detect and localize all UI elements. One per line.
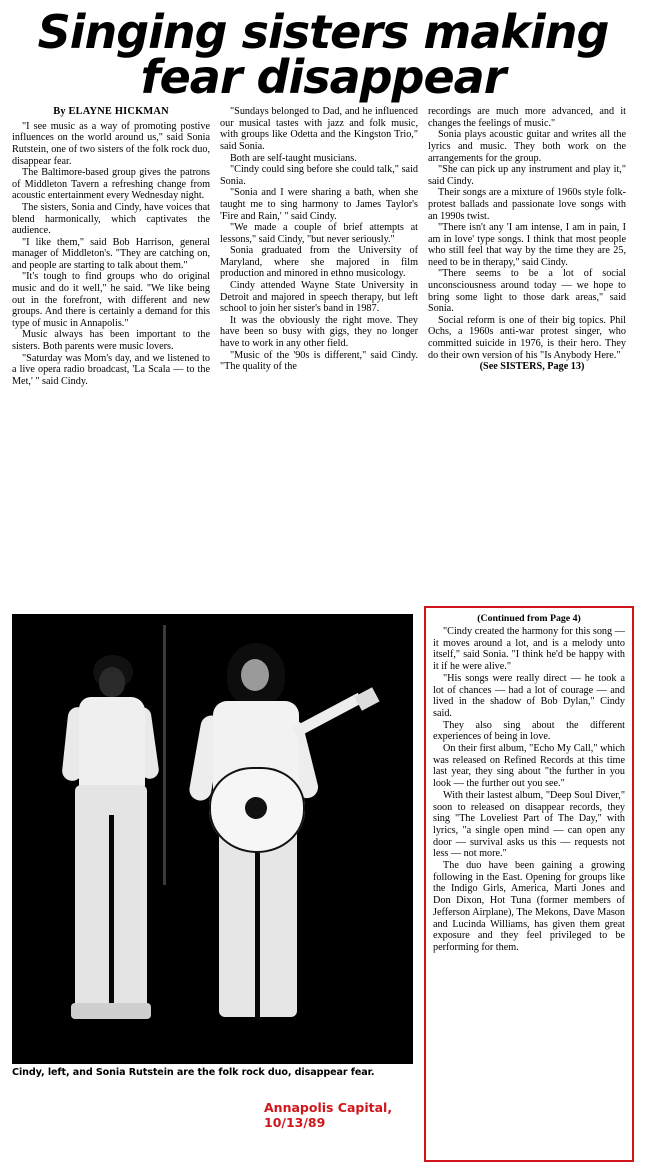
byline: By ELAYNE HICKMAN bbox=[53, 106, 169, 118]
article-column-1 bbox=[12, 106, 210, 387]
paragraph: Their songs are a mixture of 1960s style folk-protest ballads and passionate love songs with an 1990s twist. bbox=[428, 187, 626, 222]
paragraph: "His songs were really direct — he took a lot of chances — had a lot of courage — and lived in the shadow of Bob Dylan," Cindy said. bbox=[433, 672, 625, 719]
paragraph: "Cindy created the harmony for this song — it moves around a lot, and is a melody unto itself," said Sonia. "I think he'd be happy with it if he were alive." bbox=[433, 626, 625, 673]
paragraph: "I see music as a way of promoting postive influences on the world around us," said Sonia Rutstein, one of two sisters of the folk rock duo, disappear fear. bbox=[12, 120, 210, 167]
paragraph: The Baltimore-based group gives the patrons of Middleton Tavern a refreshing change from acoustic entertainment every Wednesday night. bbox=[12, 167, 210, 202]
continued-body bbox=[433, 626, 625, 954]
paragraph: recordings are much more advanced, and it changes the feelings of music." bbox=[428, 106, 626, 129]
continued-header: (Continued from Page 4) bbox=[477, 613, 581, 624]
paragraph: "Sonia and I were sharing a bath, when she taught me to sing harmony to James Taylor's 'Fire and Rain,' " said Cindy. bbox=[220, 187, 418, 222]
paragraph: Music always has been important to the sisters. Both parents were music lovers. bbox=[12, 329, 210, 353]
continued-article-box bbox=[424, 606, 634, 1162]
performer-left-leg-gap-shape bbox=[109, 815, 114, 1005]
headline-line-2: fear disappear bbox=[140, 50, 506, 105]
paragraph: They also sing about the different experiences of being in love. bbox=[433, 719, 625, 743]
source-publication: Annapolis Capital, bbox=[264, 1100, 393, 1115]
article-column-2 bbox=[220, 106, 418, 387]
guitar-soundhole-shape bbox=[245, 797, 267, 819]
paragraph: The sisters, Sonia and Cindy, have voices that blend harmonically, which captivates the audience. bbox=[12, 201, 210, 237]
performer-right-face-shape bbox=[241, 659, 269, 691]
paragraph: It was the obviously the right move. They have been so busy with gigs, they no longer have to work in any other field. bbox=[220, 314, 418, 350]
newspaper-clipping-page bbox=[0, 5, 646, 1172]
paragraph: "It's tough to find groups who do original music and do it well," he said. "We like being out in the forefront, with different and new groups. And there is certainly a demand for this type of music in Annapolis." bbox=[12, 271, 210, 329]
source-date: 10/13/89 bbox=[264, 1115, 326, 1130]
paragraph: Both are self-taught musicians. bbox=[230, 152, 357, 164]
performer-left-torso-shape bbox=[79, 697, 145, 789]
paragraph: "I like them," said Bob Harrison, general manager of Middleton's. "They are catching on, and people are starting to talk about them." bbox=[12, 236, 210, 271]
paragraph: Sonia graduated from the University of Maryland, where she majored in film production and minored in ethno musicology. bbox=[220, 245, 418, 280]
photo-figure bbox=[12, 614, 411, 1078]
paragraph: "There seems to be a lot of social unconsciousness around today — we hope to bring some light to those dark areas," said Sonia. bbox=[428, 268, 626, 315]
paragraph: The duo have been gaining a growing following in the East. Opening for groups like the Indigo Girls, America, Marti Jones and Don Dixon, Hot Tuna (former members of Jefferson Airplane), The Mekons, Dave Mason and Lucinda Williams, has given them great exposure and they feel privileged to be performing for them. bbox=[433, 860, 625, 953]
photo-caption: Cindy, left, and Sonia Rutstein are the folk rock duo, disappear fear. bbox=[12, 1067, 375, 1078]
photo-image bbox=[12, 614, 413, 1064]
continuation-pointer: (See SISTERS, Page 13) bbox=[479, 361, 585, 373]
paragraph: "Cindy could sing before she could talk," said Sonia. bbox=[220, 164, 418, 187]
performer-right-leg-gap-shape bbox=[255, 847, 260, 1019]
paragraph: With their lastest album, "Deep Soul Diver," soon to released on disappear records, they sing "The Loveliest Part of The Day," with lyrics, "a single open mind — can open any door — survival asks us this — requests not less — not more." bbox=[433, 789, 625, 860]
article-column-3 bbox=[428, 106, 626, 387]
paragraph: Sonia plays acoustic guitar and writes all the lyrics and music. They both work on the arrangements for the group. bbox=[428, 129, 626, 164]
source-attribution bbox=[264, 1100, 414, 1130]
paragraph: "There isn't any 'I am intense, I am in pain, I am in love' type songs. I think that most people who still feel that way by the time they are 25, need to be in therapy," said Cindy. bbox=[428, 222, 626, 268]
paragraph: "Sundays belonged to Dad, and he influenced our musical tastes with jazz and folk music, with groups like Odetta and the Kingston Trio," said Sonia. bbox=[220, 106, 418, 152]
paragraph: "Saturday was Mom's day, and we listened to a live opera radio broadcast, 'La Scala — to the Met,' " said Cindy. bbox=[12, 352, 210, 387]
headline-line-1: Singing sisters making bbox=[37, 5, 609, 59]
performer-left-shoes-shape bbox=[71, 1003, 151, 1019]
performer-left-head-shape bbox=[99, 667, 125, 697]
page-title bbox=[8, 5, 638, 105]
guitar-neck-shape bbox=[292, 693, 363, 737]
article-columns bbox=[12, 106, 634, 387]
paragraph: On their first album, "Echo My Call," which was released on Refined Records at this time last year, they sing about "the further in you look — the further out you see." bbox=[433, 743, 625, 790]
paragraph: "She can pick up any instrument and play it," said Cindy. bbox=[428, 164, 626, 187]
guitar-headstock-shape bbox=[354, 687, 379, 711]
paragraph: Social reform is one of their big topics. Phil Ochs, a 1960s anti-war protest singer, who committed suicide in 1976, is their hero. They do their own version of his "Is Anybody Here." bbox=[428, 314, 626, 361]
paragraph: Cindy attended Wayne State University in Detroit and majored in speech therapy, but left school to join her sister's band in 1987. bbox=[220, 280, 418, 315]
microphone-stand-shape bbox=[163, 625, 166, 885]
paragraph: "Music of the '90s is different," said Cindy. "The quality of the bbox=[220, 349, 418, 373]
paragraph: "We made a couple of brief attempts at lessons," said Cindy, "but never seriously." bbox=[220, 222, 418, 245]
